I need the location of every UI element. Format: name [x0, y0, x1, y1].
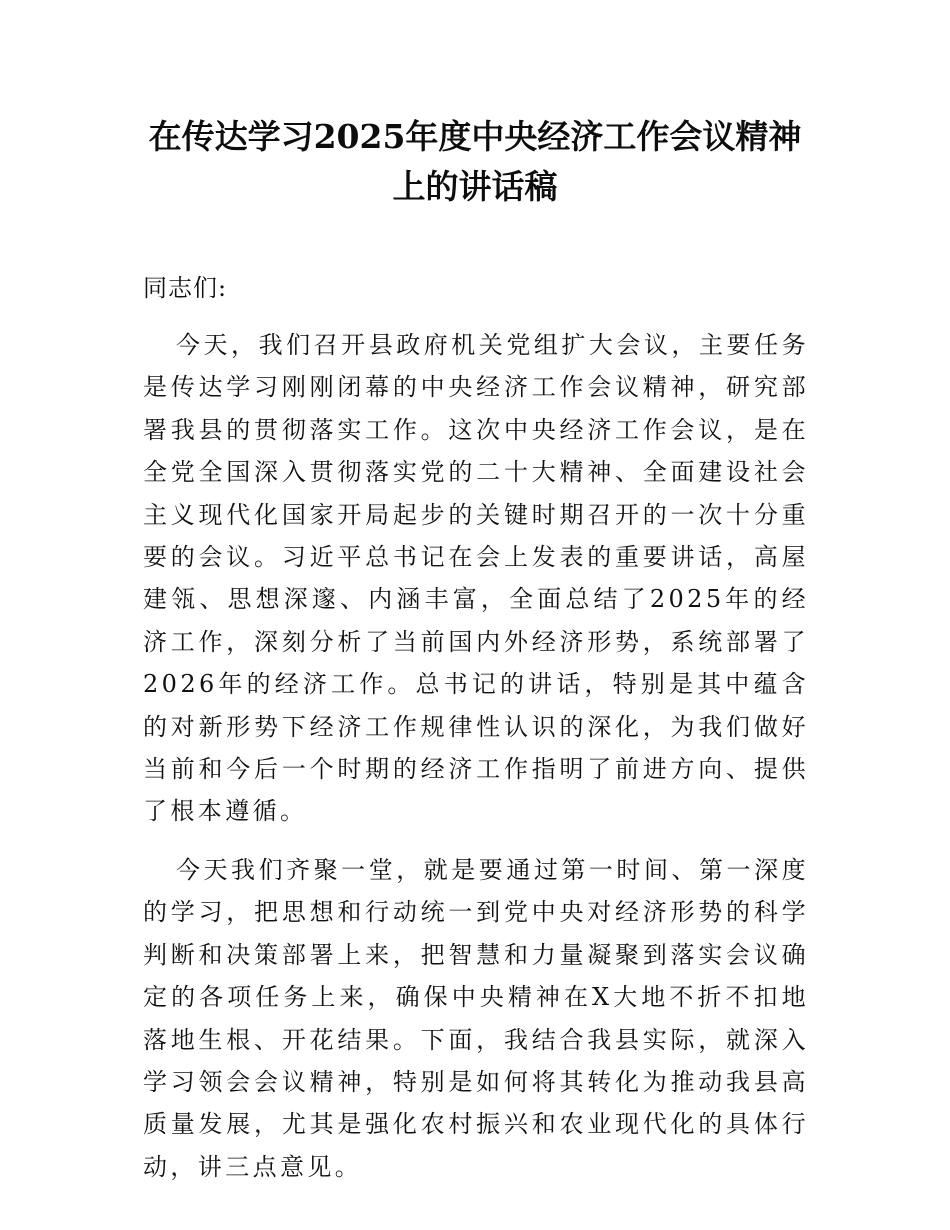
document-body	[143, 268, 809, 1188]
paragraph-2: 今天我们齐聚一堂，就是要通过第一时间、第一深度的学习，把思想和行动统一到党中央对经济形势的科学判断和决策部署上来，把智慧和力量凝聚到落实会议确定的各项任务上来，确保中央精神在X大地不折不扣地落地生根、开花结果。下面，我结合我县实际，就深入学习领会会议精神，特别是如何将其转化为推动我县高质量发展，尤其是强化农村振兴和农业现代化的具体行动，讲三点意见。	[143, 855, 809, 1181]
paragraph-1: 今天，我们召开县政府机关党组扩大会议，主要任务是传达学习刚刚闭幕的中央经济工作会议精神，研究部署我县的贯彻落实工作。这次中央经济工作会议，是在全党全国深入贯彻落实党的二十大精神、全面建设社会主义现代化国家开局起步的关键时期召开的一次十分重要的会议。习近平总书记在会上发表的重要讲话，高屋建瓴、思想深邃、内涵丰富，全面总结了2025年的经济工作，深刻分析了当前国内外经济形势，系统部署了2026年的经济工作。总书记的讲话，特别是其中蕴含的对新形势下经济工作规律性认识的深化，为我们做好当前和今后一个时期的经济工作指明了前进方向、提供了根本遵循。	[143, 331, 809, 826]
title-line-1: 在传达学习2025年度中央经济工作会议精神	[148, 117, 802, 156]
title-line-2: 上的讲话稿	[392, 167, 558, 206]
document-title	[120, 112, 830, 212]
greeting: 同志们:	[143, 274, 228, 302]
